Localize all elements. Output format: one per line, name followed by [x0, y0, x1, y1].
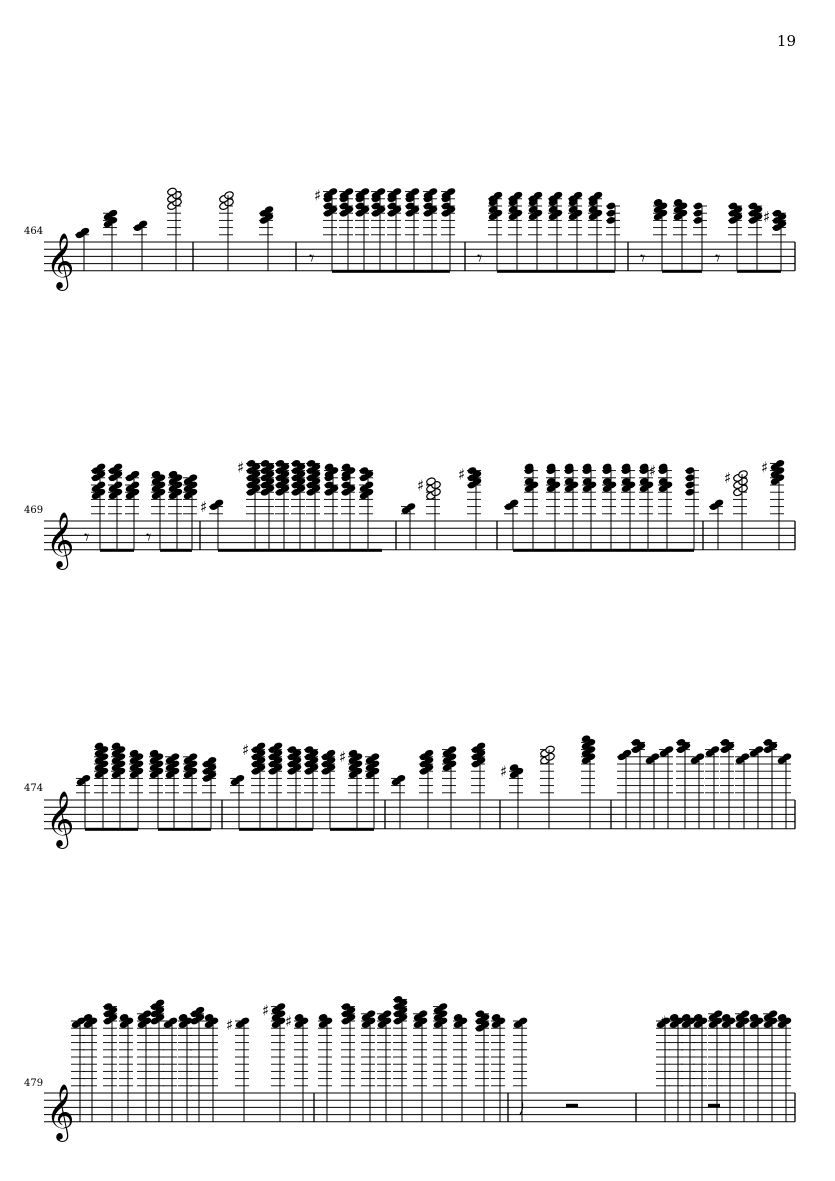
measure-number-469: 469	[24, 505, 44, 516]
sharp-icon: ♯	[724, 469, 732, 488]
measure-number-464: 464	[24, 226, 44, 237]
beam	[513, 549, 694, 552]
beam	[100, 549, 134, 552]
sharp-icon: ♯	[763, 208, 771, 227]
half-rest-icon	[708, 1104, 720, 1108]
sharp-icon: ♯	[649, 462, 657, 480]
sharp-icon: ♯	[226, 1016, 234, 1034]
treble-clef-icon: 𝄞	[46, 1083, 75, 1140]
eighth-rest-icon: 𝄾	[640, 246, 646, 271]
beam	[85, 828, 138, 831]
beam	[160, 549, 192, 552]
treble-clef-icon: 𝄞	[46, 511, 75, 568]
beam	[332, 270, 450, 273]
sharp-icon: ♯	[314, 186, 322, 205]
sharp-icon: ♯	[242, 741, 250, 759]
sharp-icon: ♯	[200, 498, 208, 516]
eighth-rest-icon: 𝄾	[309, 246, 315, 271]
eighth-rest-icon: 𝄾	[477, 246, 483, 271]
measure-number-479: 479	[24, 1078, 44, 1089]
beam	[662, 270, 702, 273]
beam	[158, 828, 211, 831]
sharp-icon: ♯	[237, 458, 245, 477]
sharp-icon: ♯	[339, 748, 347, 767]
beam	[239, 828, 313, 831]
beam	[737, 270, 781, 273]
eighth-rest-icon: 𝄾	[146, 525, 152, 550]
sharp-icon: ♯	[500, 762, 508, 781]
treble-clef-icon: 𝄞	[46, 232, 75, 289]
treble-clef-icon: 𝄞	[46, 790, 75, 847]
sharp-icon: ♯	[660, 1012, 668, 1031]
beam	[330, 828, 374, 831]
sharp-icon: ♯	[285, 1012, 293, 1031]
eighth-rest-icon: 𝄾	[715, 246, 721, 271]
sharp-icon: ♯	[761, 458, 769, 477]
sharp-icon: ♯	[458, 465, 466, 484]
beam	[497, 270, 615, 273]
sharp-icon: ♯	[417, 476, 425, 495]
half-rest-icon	[566, 1104, 578, 1108]
sharp-icon: ♯	[262, 1001, 270, 1020]
page-number: 19	[776, 32, 796, 50]
measure-number-474: 474	[24, 783, 44, 794]
eighth-rest-icon: 𝄾	[84, 525, 90, 550]
beam	[218, 549, 382, 552]
